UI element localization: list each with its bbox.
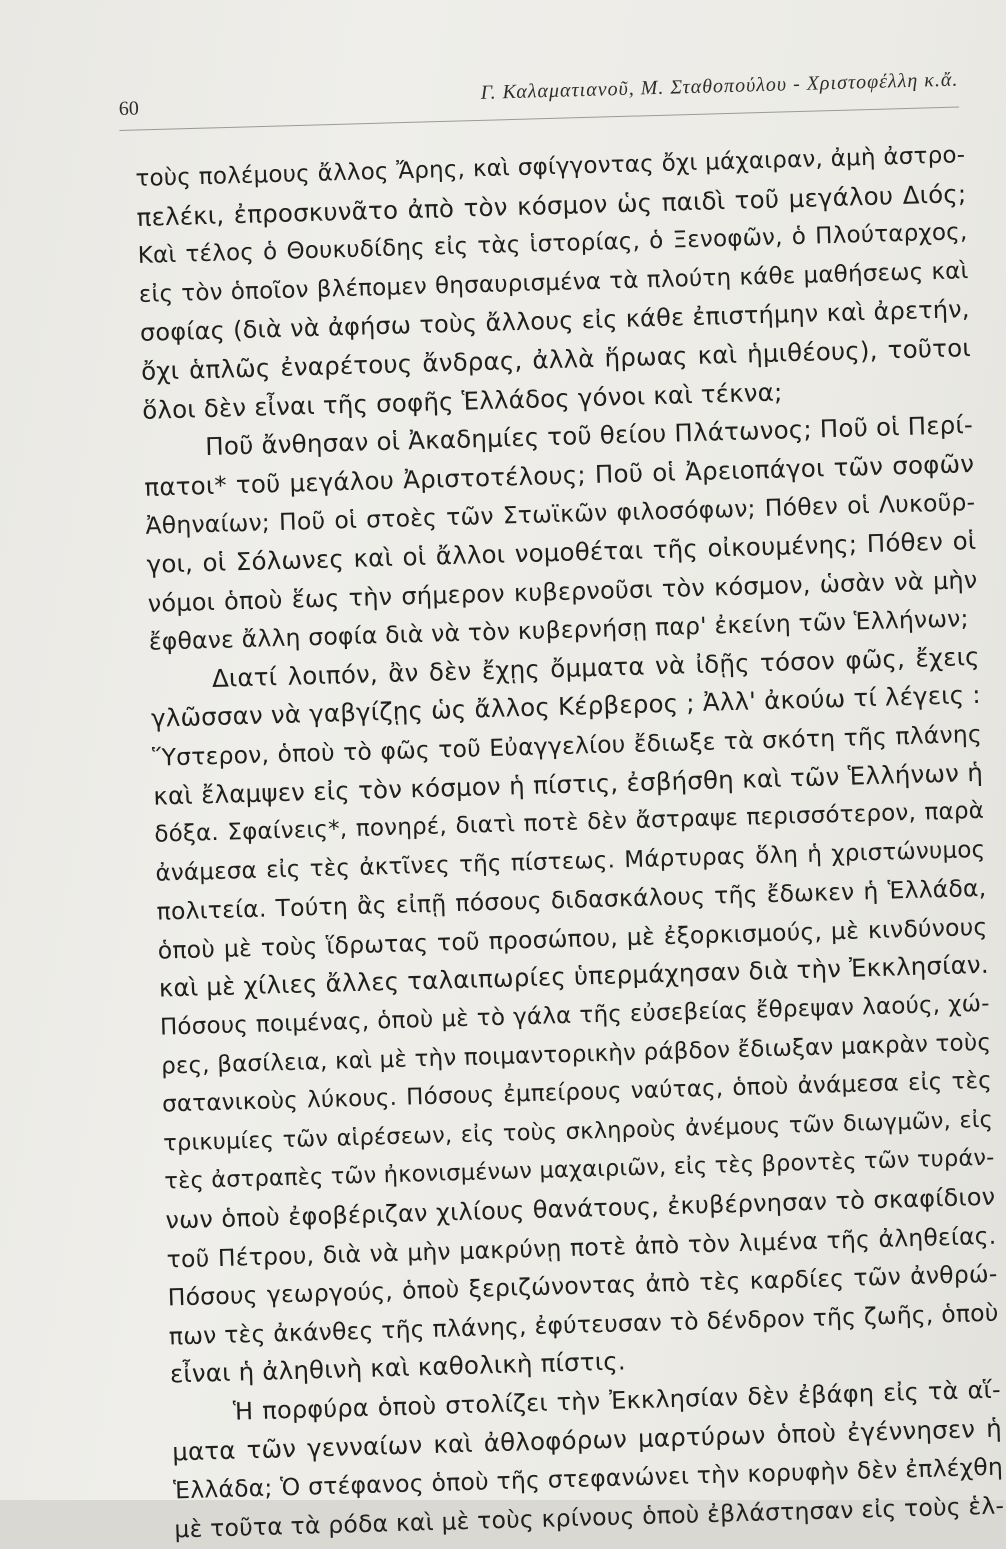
text-line: ματα τῶν γενναίων καὶ ἀθλοφόρων μαρτύρων ὁποὺ ἐγέννησεν ἡ (171, 1413, 1003, 1467)
text-line: ἀνάμεσα εἰς τὲς ἀκτῖνες τῆς πίστεως. Μάρτυρας ὅλη ἡ χριστώνυμος (155, 836, 986, 887)
text-line: Πόσους γεωργούς, ὁποὺ ξεριζώνοντας ἀπὸ τὲς καρδίες τῶν ἀνθρώ- (167, 1259, 998, 1312)
text-line: ὁποὺ μὲ τοὺς ἵδρωτας τοῦ προσώπου, μὲ ἐξορκισμούς, μὲ κινδύνους (157, 912, 988, 965)
text-line: ὅλοι δὲν εἶναι τῆς σοφῆς Ἑλλάδος γόνοι καὶ τέκνα; (141, 377, 783, 425)
text-line: νων ὁποὺ ἐφοβέριζαν χιλίους θανάτους, ἐκυβέρνησαν τὸ σκαφίδιον (165, 1182, 996, 1235)
text-line: τοῦ Πέτρου, διὰ νὰ μὴν μακρύνῃ ποτὲ ἀπὸ τὸν λιμένα τῆς ἀληθείας. (166, 1221, 997, 1274)
text-line: Ὕστερον, ὁποὺ τὸ φῶς τοῦ Εὐαγγελίου ἔδιωξε τὰ σκότη τῆς πλάνης (151, 719, 983, 772)
text-line: Καὶ τέλος ὁ Θουκυδίδης εἰς τὰς ἱστορίας, ὁ Ξενοφῶν, ὁ Πλούταρχος, (137, 219, 968, 270)
text-line: ἔφθανε ἄλλη σοφία διὰ νὰ τὸν κυβερνήσῃ παρ' ἐκείνη τῶν Ἑλλήνων; (148, 604, 969, 656)
body-text (135, 136, 1005, 1549)
text-line: καὶ μὲ χίλιες ἄλλες ταλαιπωρίες ὑπερμάχησαν διὰ τὴν Ἐκκλησίαν. (158, 950, 990, 1004)
text-line: ὄχι ἁπλῶς ἐναρέτους ἄνδρας, ἀλλὰ ἥρωας καὶ ἡμιθέους), τοῦτοι (140, 332, 972, 386)
page-number: 60 (118, 97, 140, 120)
text-line: δόξα. Σφαίνεις*, πονηρέ, διατὶ ποτὲ δὲν ἄστραψε περισσότερον, παρὰ (154, 797, 985, 848)
text-line: Πόσους ποιμένας, ὁποὺ μὲ τὸ γάλα τῆς εὐσεβείας ἔθρεψαν λαούς, χώ- (159, 990, 991, 1041)
text-line: γλῶσσαν νὰ γαβγίζῃς ὡς ἄλλος Κέρβερος ; Ἀλλ' ἀκούω τί λέγεις : (150, 680, 982, 734)
header-rule (119, 107, 959, 131)
text-line: πελέκι, ἐπροσκυνᾶτο ἀπὸ τὸν κόσμον ὡς παιδὶ τοῦ μεγάλου Διός; (136, 178, 967, 232)
text-line: Ἀθηναίων; Ποῦ οἱ στοὲς τῶν Στωϊκῶν φιλοσόφων; Πόθεν οἱ Λυκοῦρ- (145, 488, 976, 541)
text-line: καὶ ἔλαμψεν εἰς τὸν κόσμον ἡ πίστις, ἐσβήσθη καὶ τῶν Ἑλλήνων ἡ (152, 757, 984, 811)
text-line: Ποῦ ἄνθησαν οἱ Ἀκαδημίες τοῦ θείου Πλάτωνος; Ποῦ οἱ Περί- (204, 410, 974, 462)
text-line: τοὺς πολέμους ἄλλος Ἄρης, καὶ σφίγγοντας ὄχι μάχαιραν, ἀμὴ ἀστρο- (135, 142, 966, 192)
text-line: εἰς τὸν ὁποῖον βλέπομεν θησαυρισμένα τὰ πλούτη κάθε μαθήσεως καὶ (138, 257, 969, 308)
running-head: Γ. Καλαματιανοῦ, Μ. Σταθοπούλου - Χριστοφέλλη κ.ἄ. (480, 68, 959, 104)
text-line: Ἑλλάδα; Ὁ στέφανος ὁποὺ τῆς στεφανώνει τὴν κορυφὴν δὲν ἐπλέχθη (172, 1452, 1004, 1505)
text-line: νόμοι ὁποὺ ἕως τὴν σήμερον κυβερνοῦσι τὸν κόσμον, ὡσὰν νὰ μὴν (147, 565, 978, 618)
text-line: τρικυμίες τῶν αἱρέσεων, εἰς τοὺς σκληροὺς ἀνέμους τῶν διωγμῶν, εἰς (162, 1106, 994, 1157)
text-line: μὲ τοῦτα τὰ ρόδα καὶ μὲ τοὺς κρίνους ὁποὺ ἐβλάστησαν εἰς τοὺς ἑλ- (174, 1491, 1005, 1544)
text-line: ρες, βασίλεια, καὶ μὲ τὴν ποιμαντορικὴν ράβδον ἔδιωξαν μακρὰν τοὺς (160, 1029, 992, 1080)
text-line: Ἡ πορφύρα ὁποὺ στολίζει τὴν Ἐκκλησίαν δὲν ἐβάφη εἰς τὰ αἵ- (232, 1375, 1002, 1426)
text-line: σοφίας (διὰ νὰ ἀφήσω τοὺς ἄλλους εἰς κάθε ἐπιστήμην καὶ ἀρετήν, (139, 295, 971, 348)
text-line: γοι, οἱ Σόλωνες καὶ οἱ ἄλλοι νομοθέται τῆς οἰκουμένης; Πόθεν οἱ (146, 525, 977, 579)
text-line: εἶναι ἡ ἀληθινὴ καὶ καθολικὴ πίστις. (169, 1346, 627, 1389)
text-line: Διατί λοιπόν, ἂν δὲν ἔχῃς ὄμματα νὰ ἰδῇς τόσον φῶς, ἔχεις (211, 641, 981, 693)
text-line: πων τὲς ἀκάνθες τῆς πλάνης, ἐφύτευσαν τὸ δένδρον τῆς ζωῆς, ὁποὺ (168, 1298, 999, 1351)
text-line: σατανικοὺς λύκους. Πόσους ἐμπείρους ναύτας, ὁποὺ ἀνάμεσα εἰς τὲς (161, 1067, 993, 1118)
text-line: πολιτεία. Τούτη ἂς εἰπῇ πόσους διδασκάλους τῆς ἔδωκεν ἡ Ἑλλάδα, (156, 874, 987, 926)
text-line: τὲς ἀστραπὲς τῶν ἠκονισμένων μαχαιριῶν, εἰς τὲς βροντὲς τῶν τυράν- (164, 1145, 995, 1196)
text-line: πατοι* τοῦ μεγάλου Ἀριστοτέλους; Ποῦ οἱ Ἀρειοπάγοι τῶν σοφῶν (144, 448, 975, 502)
page-header (118, 57, 959, 124)
